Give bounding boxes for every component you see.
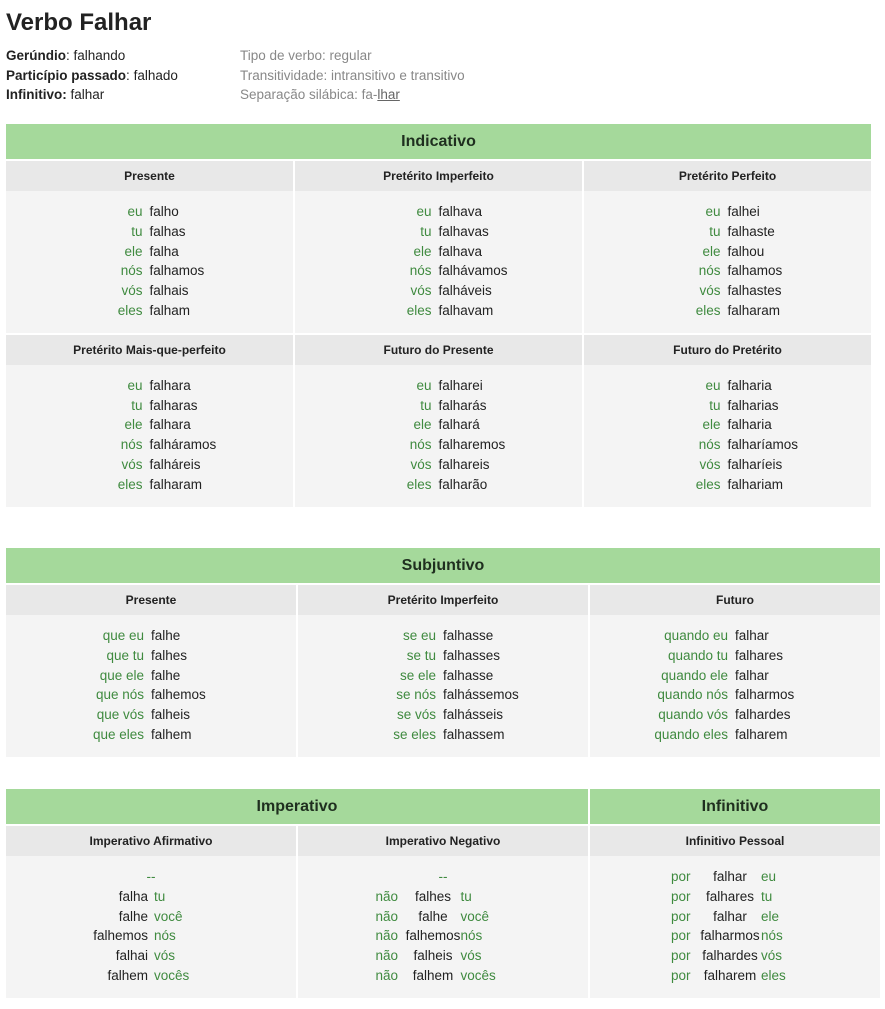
- imperativo-header: Imperativo: [6, 789, 588, 824]
- conjugation-row: [584, 242, 871, 262]
- preposition: por: [671, 888, 691, 904]
- pronoun: eles: [761, 967, 786, 983]
- infinitivo-pessoal-row: [590, 907, 880, 927]
- infinitivo-label: Infinitivo:: [6, 87, 67, 102]
- pronoun: que eu: [102, 628, 144, 643]
- conjugation-row: [295, 202, 582, 222]
- pronoun: vós: [761, 948, 783, 964]
- conjugation-row: [584, 301, 871, 321]
- negation: não: [375, 948, 399, 964]
- verb-form: falhasses: [443, 647, 501, 663]
- pronoun: que vós: [96, 707, 144, 723]
- participio-value: falhado: [133, 67, 178, 83]
- pronoun: ele: [413, 243, 432, 259]
- verb-form: falhareis: [438, 456, 490, 472]
- tense-rows: [6, 615, 296, 757]
- imperativo-negativo-header: Imperativo Negativo: [298, 824, 588, 856]
- verb-form: falhaste: [727, 223, 775, 239]
- conjugation-row: [584, 435, 871, 455]
- conjugation-row: [298, 646, 588, 666]
- negation: não: [375, 888, 399, 904]
- imperativo-afirmativo-header: Imperativo Afirmativo: [6, 824, 296, 856]
- conjugation-row: [590, 626, 880, 646]
- pronoun: que ele: [99, 667, 144, 683]
- verb-form: falhar: [713, 908, 747, 924]
- pronoun: que nós: [95, 687, 144, 703]
- conjugation-row: [6, 222, 293, 242]
- dash-text: --: [146, 869, 156, 884]
- subjuntivo-row: [6, 583, 880, 757]
- conjugation-row: [6, 666, 296, 686]
- verb-form: falhe: [418, 908, 448, 924]
- indicativo-section: [6, 124, 871, 507]
- pronoun: nós: [409, 263, 432, 279]
- pronoun: vós: [121, 456, 143, 472]
- verb-form: falhar: [713, 869, 747, 884]
- verb-form: falhamos: [149, 263, 205, 279]
- verb-form: falhariam: [727, 476, 784, 492]
- pronoun: tu: [420, 223, 432, 239]
- verb-form: falhavas: [438, 223, 489, 239]
- pronoun: vós: [410, 283, 432, 299]
- preposition: por: [671, 948, 691, 964]
- conjugation-row: [590, 666, 880, 686]
- imperativo-block: [6, 789, 588, 998]
- separacao-silabica: [240, 85, 465, 105]
- tense-header: Futuro: [590, 583, 880, 615]
- pronoun: eu: [705, 204, 721, 219]
- imperativo-afirmativo-rows: [6, 856, 296, 998]
- imperativo-afirmativo-row: [6, 887, 296, 907]
- conjugation-row: [6, 281, 293, 301]
- conjugation-row: [295, 242, 582, 262]
- pronoun: se eles: [393, 726, 436, 742]
- conjugation-row: [590, 646, 880, 666]
- tense-header: Futuro do Presente: [295, 333, 582, 365]
- subjuntivo-header: Subjuntivo: [6, 548, 880, 583]
- pronoun: eles: [406, 302, 432, 318]
- tense-column: [293, 333, 582, 507]
- verb-form: falharmos: [735, 687, 795, 703]
- tense-rows: [584, 365, 871, 507]
- infinitivo-block: [588, 789, 880, 998]
- conjugation-row: [6, 242, 293, 262]
- tense-column: [6, 583, 296, 757]
- verb-form: falhava: [438, 243, 483, 259]
- pronoun: tu: [131, 397, 143, 413]
- tense-header: Pretérito Imperfeito: [298, 583, 588, 615]
- conjugation-row: [298, 725, 588, 745]
- conjugation-row: [584, 202, 871, 222]
- pronoun: vós: [154, 948, 176, 964]
- pronoun: quando vós: [658, 707, 728, 723]
- verb-form: falhes: [151, 647, 188, 663]
- verb-form: falhamos: [727, 263, 783, 279]
- pronoun: que tu: [106, 647, 144, 663]
- pronoun: eles: [117, 476, 143, 492]
- pronoun: se tu: [406, 647, 436, 663]
- pronoun: vós: [699, 456, 721, 472]
- verb-form: falhássemos: [443, 687, 519, 703]
- verb-form: falhares: [705, 888, 755, 904]
- conjugation-row: [6, 646, 296, 666]
- tense-header: Presente: [6, 159, 293, 191]
- indicativo-row-2: [6, 333, 871, 507]
- pronoun: quando tu: [667, 647, 728, 663]
- pronoun: se eu: [402, 628, 436, 643]
- pronoun: eu: [416, 377, 432, 393]
- pronoun: eu: [761, 869, 777, 884]
- negation: não: [375, 908, 399, 924]
- conjugation-row: [6, 396, 293, 416]
- pronoun: vós: [460, 948, 482, 964]
- infinitivo-pessoal-row: [590, 926, 880, 946]
- verb-form: falhem: [412, 967, 454, 983]
- pronoun: vós: [410, 456, 432, 472]
- subjuntivo-section: [6, 548, 880, 757]
- indicativo-header: Indicativo: [6, 124, 871, 159]
- conjugation-row: [6, 261, 293, 281]
- verb-form: falha: [118, 888, 148, 904]
- pronoun: eles: [695, 302, 721, 318]
- pronoun: eles: [117, 302, 143, 318]
- conjugation-row: [295, 415, 582, 435]
- separacao-link[interactable]: lhar: [377, 87, 400, 102]
- pronoun: nós: [761, 928, 783, 944]
- verb-form: falhai: [115, 948, 148, 964]
- verb-form: falheis: [413, 948, 453, 964]
- pronoun: que eles: [92, 726, 144, 742]
- gerundio-value: falhando: [73, 48, 126, 63]
- infinitivo-pessoal-row: [590, 867, 880, 887]
- pronoun: nós: [698, 437, 721, 453]
- infinitivo-line: [6, 85, 178, 105]
- pronoun: tu: [709, 223, 721, 239]
- conjugation-row: [298, 705, 588, 725]
- preposition: por: [671, 928, 691, 944]
- conjugation-row: [295, 455, 582, 475]
- pronoun: vocês: [460, 967, 496, 983]
- pronoun: eu: [416, 204, 432, 219]
- verb-form: falhásseis: [443, 707, 504, 723]
- infinitivo-pessoal-row: [590, 946, 880, 966]
- tense-header: Presente: [6, 583, 296, 615]
- conjugation-row: [298, 685, 588, 705]
- infinitivo-pessoal-row: [590, 887, 880, 907]
- verb-form: falharias: [727, 397, 779, 413]
- imperativo-dash-row: [298, 867, 588, 887]
- infinitivo-header: Infinitivo: [590, 789, 880, 824]
- verb-form: falhasse: [443, 667, 494, 683]
- imperativo-negativo-row: [298, 887, 588, 907]
- conjugation-row: [6, 301, 293, 321]
- pronoun: vós: [121, 283, 143, 299]
- pronoun: se ele: [399, 667, 436, 683]
- verb-form: falhar: [735, 628, 769, 643]
- indicativo-row-1: [6, 159, 871, 333]
- preposition: por: [671, 967, 691, 983]
- verb-form: falhemos: [405, 928, 461, 944]
- pronoun: tu: [460, 888, 472, 904]
- pronoun: nós: [120, 263, 143, 279]
- conjugation-row: [584, 222, 871, 242]
- verb-form: falharás: [438, 397, 487, 413]
- conjugation-row: [295, 376, 582, 396]
- pronoun: ele: [702, 243, 721, 259]
- conjugation-row: [295, 435, 582, 455]
- participio-label: Particípio passado: [6, 67, 127, 83]
- verb-form: falharemos: [438, 437, 506, 453]
- imperativo-dash-row: [6, 867, 296, 887]
- pronoun: quando nós: [657, 687, 728, 703]
- tense-rows: [6, 191, 293, 333]
- verb-form: falharão: [438, 476, 488, 492]
- conjugation-row: [295, 396, 582, 416]
- pronoun: nós: [120, 437, 143, 453]
- conjugation-row: [590, 705, 880, 725]
- verb-form: falhara: [149, 377, 191, 393]
- verb-form: falharia: [727, 417, 772, 433]
- verb-form: falhem: [107, 967, 148, 983]
- verb-form: falham: [149, 302, 191, 318]
- verb-form: falhar: [735, 667, 769, 683]
- preposition: por: [671, 869, 691, 884]
- conjugation-row: [295, 281, 582, 301]
- imperativo-afirmativo-row: [6, 966, 296, 986]
- verb-form: falharmos: [700, 928, 760, 944]
- tipo-verbo: Tipo de verbo: regular: [240, 48, 372, 63]
- verb-form: falhassem: [443, 726, 505, 742]
- conjugation-row: [6, 705, 296, 725]
- pronoun: ele: [761, 908, 780, 924]
- conjugation-row: [6, 725, 296, 745]
- pronoun: quando eles: [654, 726, 728, 742]
- verb-form: falhem: [151, 726, 192, 742]
- conjugation-row: [6, 435, 293, 455]
- pronoun: tu: [709, 397, 721, 413]
- verb-form: falhava: [438, 204, 483, 219]
- tense-column: [293, 159, 582, 333]
- conjugation-row: [295, 301, 582, 321]
- pronoun: quando ele: [661, 667, 728, 683]
- conjugation-row: [6, 685, 296, 705]
- conjugation-row: [295, 261, 582, 281]
- conjugation-row: [584, 376, 871, 396]
- imperativo-infinitivo-section: [6, 789, 880, 998]
- page-title: Verbo Falhar: [6, 9, 152, 36]
- pronoun: ele: [702, 417, 721, 433]
- tense-column: [296, 583, 588, 757]
- pronoun: se nós: [396, 687, 436, 703]
- verb-form: falharam: [149, 476, 203, 492]
- verb-form: falhe: [118, 908, 148, 924]
- conjugation-row: [295, 222, 582, 242]
- verb-form: falhou: [727, 243, 765, 259]
- imperativo-negativo-row: [298, 907, 588, 927]
- conjugation-row: [584, 396, 871, 416]
- tense-rows: [6, 365, 293, 507]
- conjugation-row: [295, 475, 582, 495]
- separacao-label: Separação silábica: fa-: [240, 87, 378, 102]
- verb-form: falhavam: [438, 302, 494, 318]
- verb-form: falhávamos: [438, 263, 508, 279]
- dash-text: --: [438, 869, 448, 884]
- verb-form: falhará: [438, 417, 480, 433]
- infinitivo-pessoal: [590, 824, 880, 998]
- imperativo-negativo-row: [298, 966, 588, 986]
- infinitivo-pessoal-rows: [590, 856, 880, 998]
- tense-column: [588, 583, 880, 757]
- infinitivo-pessoal-row: [590, 966, 880, 986]
- tense-column: [6, 333, 293, 507]
- tense-rows: [295, 365, 582, 507]
- verb-form: falharia: [727, 377, 772, 393]
- conjugation-row: [6, 415, 293, 435]
- verb-info-right: [240, 46, 465, 105]
- imperativo-grid: [6, 824, 588, 998]
- conjugation-row: [298, 626, 588, 646]
- pronoun: nós: [409, 437, 432, 453]
- conjugation-row: [298, 666, 588, 686]
- pronoun: nós: [698, 263, 721, 279]
- pronoun: ele: [124, 417, 143, 433]
- conjugation-row: [590, 725, 880, 745]
- verb-form: falharem: [703, 967, 757, 983]
- verb-form: falhares: [735, 647, 784, 663]
- infinitivo-pessoal-header: Infinitivo Pessoal: [590, 824, 880, 856]
- verb-form: falhei: [727, 204, 760, 219]
- conjugation-row: [6, 455, 293, 475]
- pronoun: ele: [124, 243, 143, 259]
- verb-form: falhastes: [727, 283, 782, 299]
- tense-column: [582, 159, 871, 333]
- pronoun: tu: [761, 888, 773, 904]
- verb-form: falhasse: [443, 628, 494, 643]
- negation: não: [375, 967, 399, 983]
- verb-info-left: [6, 46, 178, 105]
- conjugation-row: [6, 626, 296, 646]
- gerundio-label: Gerúndio: [6, 48, 66, 63]
- pronoun: tu: [154, 888, 166, 904]
- pronoun: eles: [695, 476, 721, 492]
- transitividade: Transitividade: intransitivo e transitivo: [240, 67, 465, 83]
- gerundio-line: Gerúndio: falhando: [6, 48, 126, 63]
- negation: não: [375, 928, 399, 944]
- verb-form: falhes: [414, 888, 452, 904]
- verb-form: falhardes: [702, 948, 758, 964]
- verb-form: falhara: [149, 417, 191, 433]
- conjugation-row: [584, 415, 871, 435]
- pronoun: quando eu: [664, 628, 728, 643]
- conjugation-row: [584, 281, 871, 301]
- imperativo-negativo: [296, 824, 588, 998]
- conjugation-row: [584, 455, 871, 475]
- pronoun: nós: [154, 928, 176, 944]
- verb-form: falhe: [151, 667, 181, 683]
- pronoun: você: [154, 908, 183, 924]
- imperativo-negativo-rows: [298, 856, 588, 998]
- imperativo-afirmativo: [6, 824, 296, 998]
- tense-column: [582, 333, 871, 507]
- imperativo-afirmativo-row: [6, 907, 296, 927]
- verb-form: falharei: [438, 377, 483, 393]
- tense-header: Pretérito Mais-que-perfeito: [6, 333, 293, 365]
- pronoun: nós: [460, 928, 483, 944]
- pronoun: vós: [699, 283, 721, 299]
- verb-form: falharíeis: [727, 456, 783, 472]
- conjugation-row: [584, 261, 871, 281]
- pronoun: tu: [420, 397, 432, 413]
- conjugation-row: [6, 376, 293, 396]
- participio-line: Particípio passado: falhado: [6, 67, 178, 83]
- tense-rows: [298, 615, 588, 757]
- pronoun: você: [460, 908, 490, 924]
- verb-form: falho: [149, 204, 179, 219]
- verb-form: falharíamos: [727, 437, 799, 453]
- pronoun: eles: [406, 476, 432, 492]
- tense-header: Pretérito Imperfeito: [295, 159, 582, 191]
- imperativo-negativo-row: [298, 946, 588, 966]
- verb-form: falhemos: [151, 687, 206, 703]
- tense-rows: [584, 191, 871, 333]
- verb-form: falharem: [735, 726, 788, 742]
- tense-column: [6, 159, 293, 333]
- verb-form: falhais: [149, 283, 189, 299]
- tense-header: Futuro do Pretérito: [584, 333, 871, 365]
- verb-form: falhardes: [735, 707, 791, 723]
- pronoun: eu: [705, 377, 721, 393]
- pronoun: eu: [127, 377, 143, 393]
- imperativo-afirmativo-row: [6, 926, 296, 946]
- pronoun: ele: [413, 417, 432, 433]
- pronoun: se vós: [396, 707, 436, 723]
- conjugation-row: [6, 475, 293, 495]
- tense-header: Pretérito Perfeito: [584, 159, 871, 191]
- pronoun: vocês: [154, 967, 190, 983]
- conjugation-row: [6, 202, 293, 222]
- conjugation-row: [584, 475, 871, 495]
- verb-form: falharas: [149, 397, 198, 413]
- tense-rows: [295, 191, 582, 333]
- verb-form: falháveis: [438, 283, 492, 299]
- imperativo-afirmativo-row: [6, 946, 296, 966]
- verb-form: falheis: [151, 707, 191, 723]
- pronoun: eu: [127, 204, 143, 219]
- verb-form: falháramos: [149, 437, 217, 453]
- preposition: por: [671, 908, 691, 924]
- verb-form: falháreis: [149, 456, 201, 472]
- infinitivo-value: falhar: [70, 87, 105, 102]
- tense-rows: [590, 615, 880, 757]
- verb-form: falhemos: [93, 928, 148, 944]
- imperativo-negativo-row: [298, 926, 588, 946]
- pronoun: tu: [131, 223, 143, 239]
- verb-form: falharam: [727, 302, 781, 318]
- verb-form: falhe: [151, 628, 181, 643]
- conjugation-row: [590, 685, 880, 705]
- verb-form: falha: [149, 243, 179, 259]
- verb-form: falhas: [149, 223, 186, 239]
